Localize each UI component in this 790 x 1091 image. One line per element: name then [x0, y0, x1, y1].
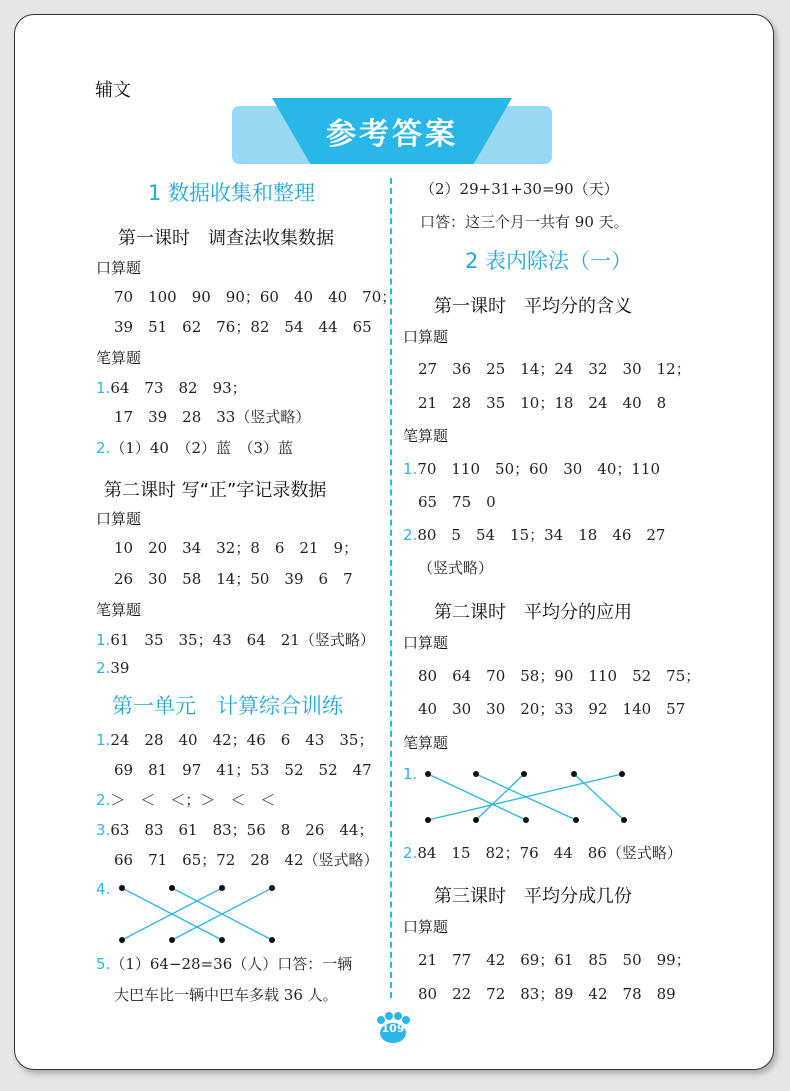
page-number: 109 [381, 1022, 405, 1035]
oral-label: 口算题 [96, 510, 142, 528]
answer-text: 63 83 61 83；56 8 26 44； [110, 821, 374, 839]
unit1-title: 1 数据收集和整理 [148, 181, 316, 205]
written-label: 笔算题 [403, 734, 449, 752]
answer-line: 27 36 25 14；24 32 30 12； [418, 360, 691, 378]
brand-label: 辅文 [95, 80, 131, 101]
answer-line [96, 953, 352, 974]
match-dot [571, 771, 577, 777]
answer-text: 24 28 40 42；46 6 43 35； [110, 731, 374, 749]
answer-text: （1）64−28=36（人）口答：一辆 [110, 955, 353, 973]
lesson3-title-right: 第三课时 平均分成几份 [434, 886, 632, 907]
item-number: 2. [96, 439, 111, 457]
answer-line: 21 77 42 69；61 85 50 99； [418, 951, 691, 969]
answer-text: 70 110 50；60 30 40；110 [417, 460, 661, 478]
answer-line: 80 22 72 83；89 42 78 89 [418, 985, 676, 1003]
match-dot [219, 937, 225, 943]
written-label: 笔算题 [403, 427, 449, 445]
answer-text: 84 15 82；76 44 86（竖式略） [417, 844, 682, 862]
answer-text: 39 [110, 659, 130, 677]
item-number: 1. [403, 460, 418, 478]
match-dot [119, 885, 125, 891]
item-number: 2. [403, 526, 418, 544]
match-dot [425, 817, 431, 823]
answer-line [403, 842, 682, 863]
match-line [428, 774, 622, 820]
item-number: 2. [96, 791, 111, 809]
answer-line: 17 39 28 33（竖式略） [114, 408, 311, 426]
match-dot [169, 937, 175, 943]
item-number: 4. [96, 880, 111, 898]
match-dot [169, 885, 175, 891]
match-dot [119, 937, 125, 943]
answer-line: 大巴车比一辆中巴车多载 36 人。 [114, 986, 338, 1004]
answer-text: 80 5 54 15；34 18 46 27 [417, 526, 666, 544]
oral-label: 口算题 [403, 634, 449, 652]
oral-label: 口算题 [96, 259, 142, 277]
answer-text: ＞ ＜ ＜；＞ ＜ ＜ [110, 791, 276, 809]
answer-line: 口答：这三个月一共有 90 天。 [420, 213, 629, 231]
match-dot [521, 771, 527, 777]
answer-line: 26 30 58 14；50 39 6 7 [114, 570, 353, 588]
answer-line: 39 51 62 76；82 54 44 65 [114, 318, 372, 336]
lesson2-title-right: 第二课时 平均分的应用 [434, 602, 632, 623]
item-number: 2. [96, 659, 111, 677]
answer-line: 21 28 35 10；18 24 40 8 [418, 394, 667, 412]
review-title: 第一单元 计算综合训练 [112, 694, 343, 718]
answer-line: 80 64 70 58；90 110 52 75； [418, 667, 701, 685]
answer-text: （1）40 （2）蓝 （3）蓝 [110, 439, 294, 457]
item-number: 1. [96, 731, 111, 749]
item-number: 2. [403, 844, 418, 862]
item-number: 5. [96, 955, 111, 973]
oral-label: 口算题 [403, 918, 449, 936]
match-dot [473, 817, 479, 823]
unit2-title: 2 表内除法（一） [465, 249, 633, 273]
match-line [476, 774, 524, 820]
answer-line: 10 20 34 32；8 6 21 9； [114, 539, 359, 557]
answer-text: 64 73 82 93； [110, 379, 247, 397]
written-label: 笔算题 [96, 601, 142, 619]
answer-line: （2）29+31+30=90（天） [420, 180, 619, 198]
match-dot [219, 885, 225, 891]
lesson1-title-right: 第一课时 平均分的含义 [434, 296, 632, 317]
match-dot [621, 817, 627, 823]
answer-line: 65 75 0 [418, 493, 496, 511]
oral-label: 口算题 [403, 328, 449, 346]
lesson1-title: 第一课时 调查法收集数据 [118, 228, 334, 249]
match-dot [619, 771, 625, 777]
banner-title: 参考答案 [326, 117, 458, 152]
answer-text: 61 35 35；43 64 21（竖式略） [110, 631, 375, 649]
answer-line: （竖式略） [418, 559, 494, 577]
match-line [574, 774, 624, 820]
match-dot [573, 817, 579, 823]
answer-line [403, 765, 417, 783]
match-dot [269, 885, 275, 891]
lesson2-title: 第二课时 写“正”字记录数据 [104, 480, 327, 501]
item-number: 1. [403, 765, 418, 783]
match-dot [523, 817, 529, 823]
match-line [428, 774, 526, 820]
answer-line [403, 524, 665, 545]
match-dot [269, 937, 275, 943]
answer-line: 70 100 90 90；60 40 40 70； [114, 288, 397, 306]
answer-line: 66 71 65；72 28 42（竖式略） [114, 851, 379, 869]
answer-line [403, 458, 660, 479]
item-number: 1. [96, 379, 111, 397]
match-dot [473, 771, 479, 777]
item-number: 1. [96, 631, 111, 649]
match-dot [425, 771, 431, 777]
item-number: 3. [96, 821, 111, 839]
answer-line: 69 81 97 41；53 52 52 47 [114, 761, 372, 779]
written-label: 笔算题 [96, 349, 142, 367]
answer-line: 40 30 30 20；33 92 140 57 [418, 700, 686, 718]
